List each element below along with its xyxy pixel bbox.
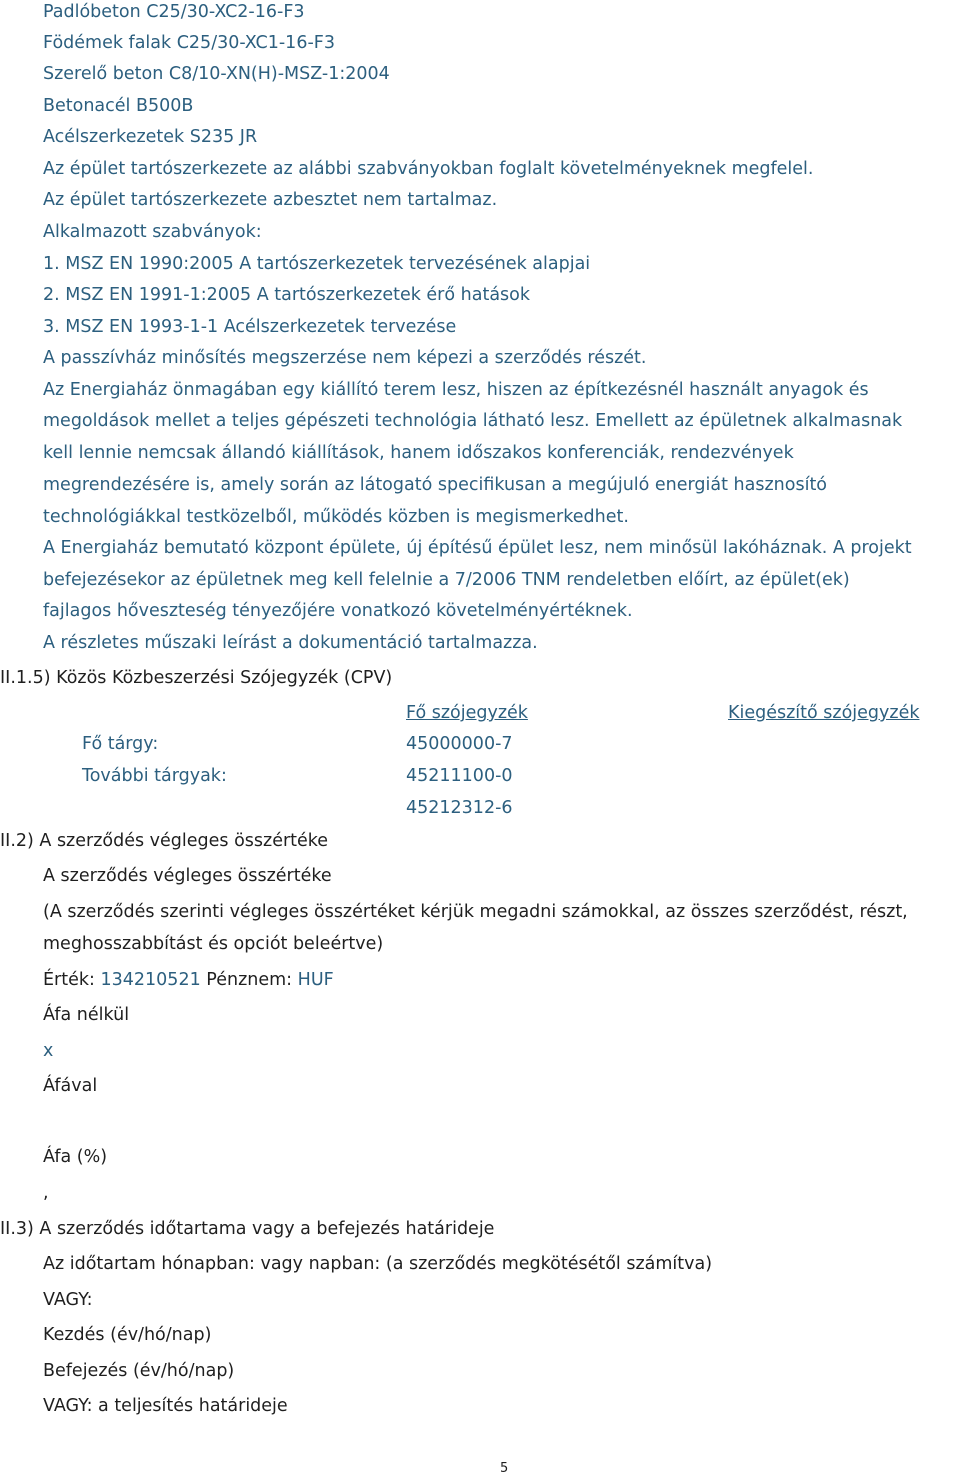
spec-line: Alkalmazott szabványok: xyxy=(43,222,262,242)
spec-line: Födémek falak C25/30-XC1-16-F3 xyxy=(43,33,335,53)
cpv-col-extra-header: Kiegészítő szójegyzék xyxy=(728,703,920,723)
vat-pct-value: , xyxy=(43,1183,49,1203)
spec-line: Acélszerkezetek S235 JR xyxy=(43,127,258,147)
duration-line: Kezdés (év/hó/nap) xyxy=(43,1325,212,1345)
spec-line: Padlóbeton C25/30-XC2-16-F3 xyxy=(43,2,305,22)
spec-line: Betonacél B500B xyxy=(43,96,194,116)
spec-line: Szerelő beton C8/10-XN(H)-MSZ-1:2004 xyxy=(43,64,390,84)
value-amount-row xyxy=(43,968,334,992)
duration-line: Befejezés (év/hó/nap) xyxy=(43,1361,235,1381)
duration-line: Az időtartam hónapban: vagy napban: (a szerződés megkötésétől számítva) xyxy=(43,1254,713,1274)
no-vat-mark: x xyxy=(43,1041,54,1061)
cpv-more-label: További tárgyak: xyxy=(82,766,227,786)
spec-line: megoldások mellet a teljes gépészeti technológia látható lesz. Emellett az épületnek alkalmasnak xyxy=(43,411,903,431)
cpv-more-code: 45212312-6 xyxy=(406,798,513,818)
spec-line: kell lennie nemcsak állandó kiállítások, hanem időszakos konferenciák, rendezvények xyxy=(43,443,794,463)
amount-value: 134210521 xyxy=(100,970,201,990)
amount-label: Érték: xyxy=(43,970,95,990)
spec-line: Az Energiaház önmagában egy kiállító terem lesz, hiszen az építkezésnél használt anyagok és xyxy=(43,380,869,400)
value-sub: A szerződés végleges összértéke xyxy=(43,866,332,886)
spec-line: megrendezésére is, amely során az látogató specifikusan a megújuló energiát hasznosító xyxy=(43,475,828,495)
value-note: (A szerződés szerinti végleges összértéket kérjük megadni számokkal, az összes szerződést, részt, xyxy=(43,902,908,922)
spec-line: A passzívház minősítés megszerzése nem képezi a szerződés részét. xyxy=(43,348,647,368)
value-heading: II.2) A szerződés végleges összértéke xyxy=(0,831,329,851)
currency-label: Pénznem: xyxy=(206,970,293,990)
vat-pct-label: Áfa (%) xyxy=(43,1147,108,1167)
cpv-heading: II.1.5) Közös Közbeszerzési Szójegyzék (CPV) xyxy=(0,668,393,688)
spec-line: A részletes műszaki leírást a dokumentáció tartalmazza. xyxy=(43,633,538,653)
spec-line: 2. MSZ EN 1991-1:2005 A tartószerkezetek érő hatások xyxy=(43,285,531,305)
value-note: meghosszabbítást és opciót beleértve) xyxy=(43,934,384,954)
spec-line: 1. MSZ EN 1990:2005 A tartószerkezetek tervezésének alapjai xyxy=(43,254,591,274)
spec-line: Az épület tartószerkezete az alábbi szabványokban foglalt követelményeknek megfelel. xyxy=(43,159,814,179)
cpv-main-label: Fő tárgy: xyxy=(82,734,159,754)
currency-value: HUF xyxy=(297,970,334,990)
duration-line: VAGY: xyxy=(43,1290,93,1310)
no-vat-label: Áfa nélkül xyxy=(43,1005,130,1025)
spec-line: Az épület tartószerkezete azbesztet nem tartalmaz. xyxy=(43,190,498,210)
cpv-col-main-header: Fő szójegyzék xyxy=(406,703,528,723)
cpv-main-code: 45000000-7 xyxy=(406,734,513,754)
duration-line: VAGY: a teljesítés határideje xyxy=(43,1396,288,1416)
spec-line: befejezésekor az épületnek meg kell felelnie a 7/2006 TNM rendeletben előírt, az épület(ek) xyxy=(43,570,850,590)
duration-heading: II.3) A szerződés időtartama vagy a befejezés határideje xyxy=(0,1219,495,1239)
spec-line: technológiákkal testközelből, működés közben is megismerkedhet. xyxy=(43,507,629,527)
spec-line: A Energiaház bemutató központ épülete, új építésű épület lesz, nem minősül lakóháznak. A projekt xyxy=(43,538,912,558)
with-vat-label: Áfával xyxy=(43,1076,98,1096)
cpv-more-code: 45211100-0 xyxy=(406,766,513,786)
spec-line: 3. MSZ EN 1993-1-1 Acélszerkezetek tervezése xyxy=(43,317,457,337)
spec-line: fajlagos hőveszteség tényezőjére vonatkozó követelményértéknek. xyxy=(43,601,633,621)
page-number: 5 xyxy=(500,1461,509,1476)
